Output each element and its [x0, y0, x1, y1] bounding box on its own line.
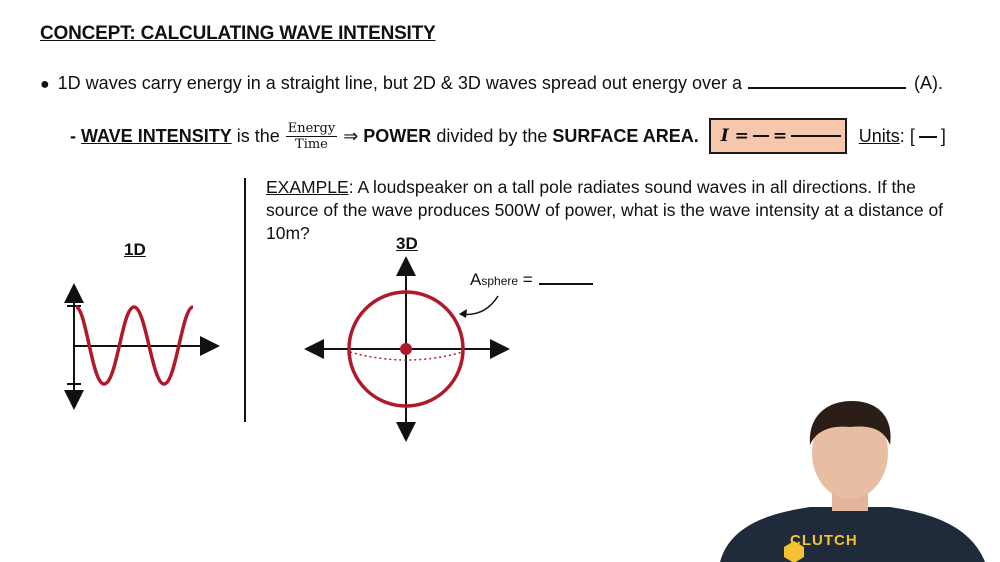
wave-1d-diagram [67, 293, 210, 400]
page-title: CONCEPT: CALCULATING WAVE INTENSITY [40, 23, 436, 44]
fraction-numerator: Energy [287, 120, 336, 136]
divided-by-text: divided by the [436, 125, 548, 146]
pointer-arrow-head [459, 309, 467, 318]
bullet-icon: ● [40, 76, 50, 93]
example-text: A loudspeaker on a tall pole radiates sound waves in all directions. If the source of the wave produces 500W of power, what is the wave intensity at a distance of 10m? [266, 177, 944, 243]
power-word: POWER [363, 125, 432, 146]
units-open-bracket: [ [909, 125, 915, 146]
units-close-bracket: ] [940, 125, 946, 146]
asphere-letter: A [470, 270, 482, 289]
definition-dash: - [70, 125, 76, 146]
asphere-label [470, 270, 593, 290]
diagram-3d-label: 3D [396, 234, 418, 253]
source-point [400, 343, 412, 355]
example-colon: : [348, 177, 354, 197]
units-colon: : [899, 125, 905, 146]
asphere-blank [539, 271, 593, 285]
asphere-equals: = [522, 270, 533, 289]
is-the-text: is the [236, 125, 280, 146]
surface-area-word: SURFACE AREA. [552, 125, 699, 146]
sphere-3d-diagram [314, 266, 500, 432]
example-label: EXAMPLE [266, 177, 349, 197]
brand-logo-text: CLUTCH [790, 532, 858, 549]
intro-text: 1D waves carry energy in a straight line, but 2D & 3D waves spread out energy over a [57, 73, 743, 93]
fraction-denominator: Time [295, 136, 328, 152]
formula-symbol-i: I [720, 126, 729, 146]
formula-equals-1: = [734, 126, 749, 146]
formula-equals-2: = [772, 126, 788, 146]
implies-arrow: ⇒ [343, 125, 359, 146]
diagram-1d-label: 1D [124, 240, 146, 259]
answer-tag: (A). [914, 73, 944, 93]
units-label: Units [858, 125, 900, 146]
asphere-subscript: sphere [481, 274, 519, 288]
wave-intensity-term: WAVE INTENSITY [81, 125, 232, 146]
